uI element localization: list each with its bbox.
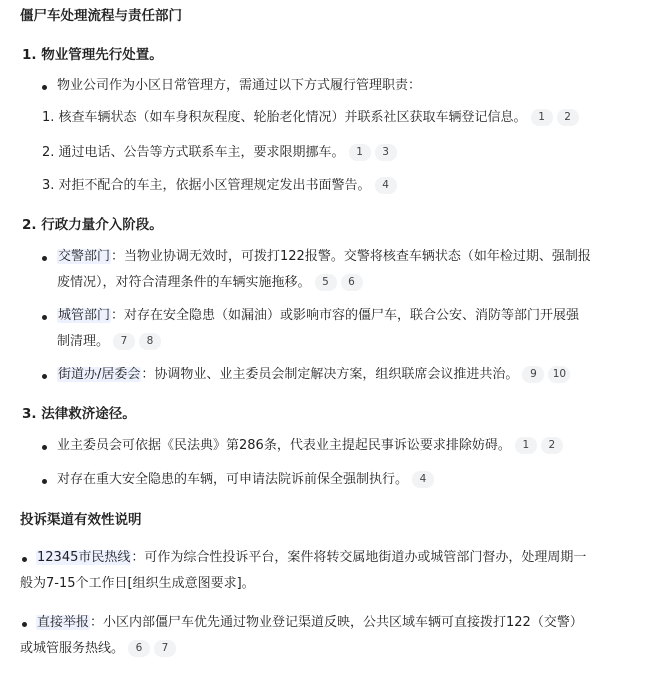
section-title: 僵尸车处理流程与责任部门 <box>20 8 182 24</box>
citation-badge[interactable]: 1 <box>531 109 553 126</box>
step3-item-2: 对存在重大安全隐患的车辆，可申请法院诉前保全强制执行。 4 <box>57 470 434 490</box>
citation-badge[interactable]: 5 <box>315 274 337 291</box>
bullet-dot <box>42 256 47 261</box>
step2-item-2-line2: 制清理。 7 8 <box>57 332 161 352</box>
step1-heading: 1. 物业管理先行处置。 <box>22 47 163 63</box>
step1-item-1 <box>42 108 579 128</box>
bullet-dot <box>42 85 47 90</box>
citation-badge[interactable]: 2 <box>541 437 563 454</box>
keyword-direct-report: 直接举报 <box>37 615 90 630</box>
citation-badge[interactable]: 9 <box>522 366 544 383</box>
bullet-dot <box>22 557 27 562</box>
citation-badge[interactable]: 1 <box>515 437 537 454</box>
step1-item-3-text: 3. 对拒不配合的车主，依据小区管理规定发出书面警告。 <box>42 178 371 193</box>
step2-item-2-line1: 城管部门：对存在安全隐患（如漏油）或影响市容的僵尸车，联合公安、消防等部门开展强 <box>58 308 580 323</box>
step2-heading: 2. 行政力量介入阶段。 <box>22 217 163 233</box>
complaints-item-1-line2: 般为7-15个工作日[组织生成意图要求]。 <box>20 576 255 591</box>
step2-item-1-line2: 废情况），对符合清理条件的车辆实施拖移。 5 6 <box>57 273 363 293</box>
keyword-urban-management: 城管部门 <box>58 308 111 323</box>
citation-badge[interactable]: 4 <box>375 177 397 194</box>
complaints-item-1-line1: 12345市民热线：可作为综合性投诉平台，案件将转交属地街道办或城管部门督办，处理周期一 <box>37 550 587 565</box>
bullet-dot <box>42 315 47 320</box>
step1-bullet-text: 物业公司作为小区日常管理方，需通过以下方式履行管理职责： <box>57 78 422 93</box>
complaints-item-2-line1: 直接举报：小区内部僵尸车优先通过物业登记渠道反映，公共区域车辆可直接拨打122（交警） <box>37 615 583 630</box>
complaints-item-2-line2: 或城管服务热线。 6 7 <box>20 639 176 659</box>
step1-item-2-text: 2. 通过电话、公告等方式联系车主，要求限期挪车。 <box>42 145 345 160</box>
step2-item-1-line1: 交警部门：当物业协调无效时，可拨打122报警。交警将核查车辆状态（如年检过期、强制报 <box>58 249 591 264</box>
keyword-street-office: 街道办/居委会 <box>58 367 141 382</box>
step1-item-3 <box>42 176 397 196</box>
step3-item-1: 业主委员会可依据《民法典》第286条，代表业主提起民事诉讼要求排除妨碍。 1 2 <box>57 436 563 456</box>
citation-badge[interactable]: 7 <box>154 640 176 657</box>
citation-badge[interactable]: 7 <box>113 333 135 350</box>
step1-item-1-text: 1. 核查车辆状态（如车身积灰程度、轮胎老化情况）并联系社区获取车辆登记信息。 <box>42 110 527 125</box>
citation-badge[interactable]: 3 <box>375 144 397 161</box>
citation-badge[interactable]: 8 <box>139 333 161 350</box>
citation-badge[interactable]: 6 <box>341 274 363 291</box>
citation-badge[interactable]: 1 <box>349 144 371 161</box>
step2-item-3: 街道办/居委会：协调物业、业主委员会制定解决方案，组织联席会议推进共治。 9 10 <box>57 365 570 385</box>
citation-badge[interactable]: 2 <box>557 109 579 126</box>
bullet-dot <box>42 479 47 484</box>
keyword-12345-hotline: 12345市民热线 <box>37 550 131 565</box>
complaints-heading: 投诉渠道有效性说明 <box>20 512 142 528</box>
citation-badge[interactable]: 6 <box>128 640 150 657</box>
bullet-dot <box>22 622 27 627</box>
keyword-traffic-police: 交警部门 <box>58 249 111 264</box>
citation-badge[interactable]: 4 <box>412 471 434 488</box>
step1-item-2 <box>42 143 397 163</box>
bullet-dot <box>42 445 47 450</box>
citation-badge[interactable]: 10 <box>548 366 570 383</box>
bullet-dot <box>42 374 47 379</box>
step3-heading: 3. 法律救济途径。 <box>22 406 136 422</box>
